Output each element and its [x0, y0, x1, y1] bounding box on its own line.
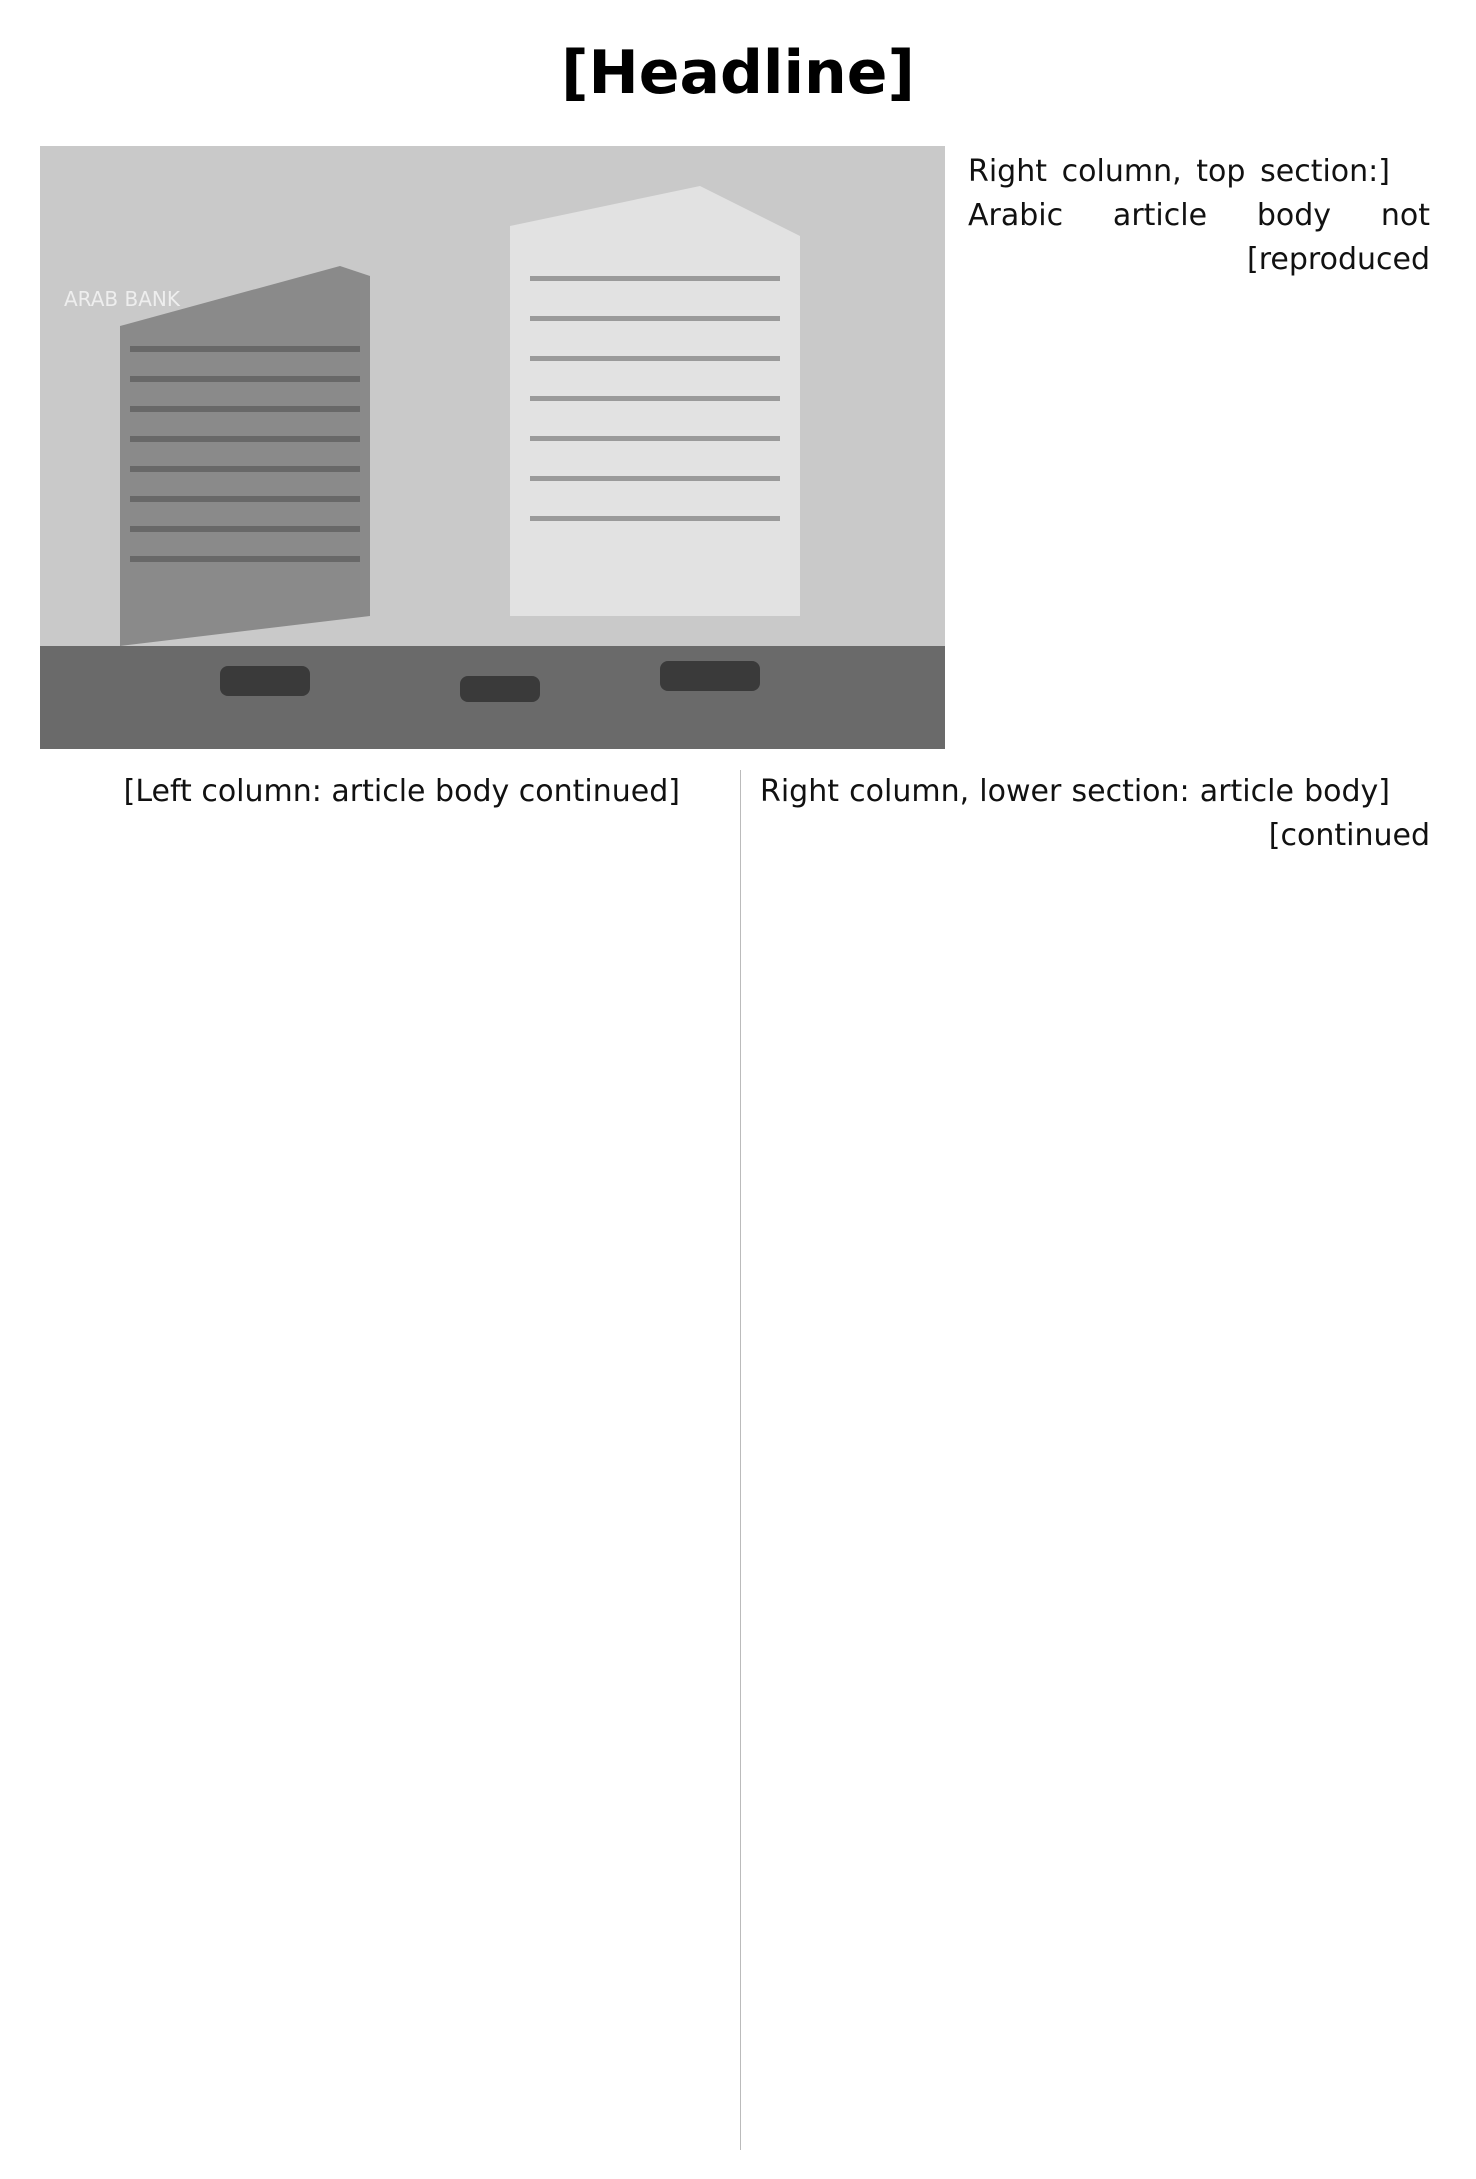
article-column-left — [40, 770, 720, 824]
headline: [Headline] — [561, 38, 915, 108]
article-column-right-top — [968, 150, 1430, 292]
paragraph: [Right column, lower section: article body continued] — [760, 774, 1430, 853]
bank-sign: ARAB BANK — [63, 287, 180, 311]
article-column-right-bottom — [760, 770, 1430, 868]
street-photo — [40, 146, 945, 749]
paragraph: [Left column: article body continued] — [123, 774, 680, 809]
column-divider — [740, 770, 741, 2150]
paragraph: [Right column, top section: Arabic article body not reproduced] — [968, 154, 1430, 277]
